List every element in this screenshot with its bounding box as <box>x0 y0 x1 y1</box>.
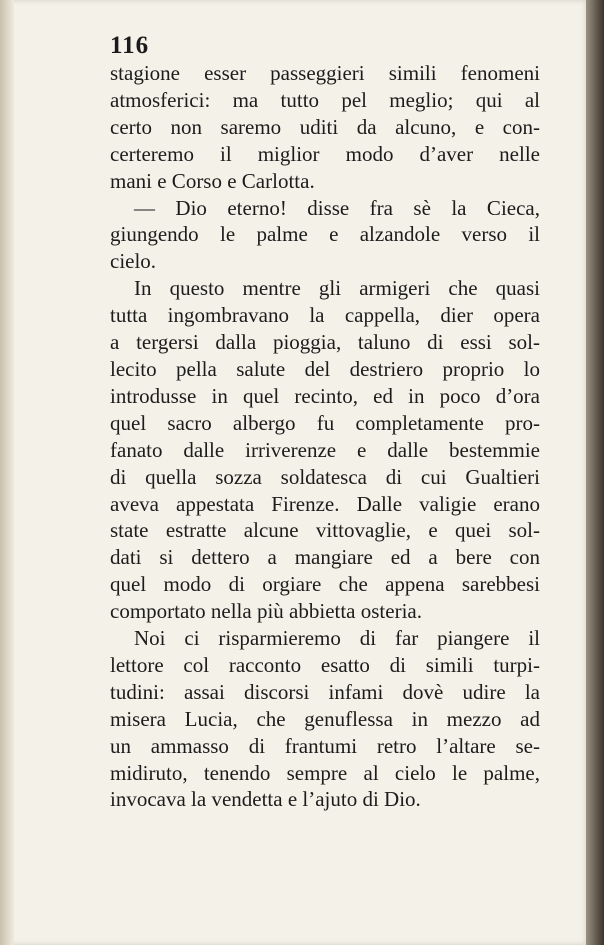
text-line: tutta ingombravano la cappella, dier opera <box>110 303 540 328</box>
text-line: fanato dalle irriverenze e dalle bestemmie <box>110 437 540 462</box>
text-line: mani e Corso e Carlotta. <box>110 168 315 193</box>
text-line: introdusse in quel recinto, ed in poco d’ora <box>110 383 540 408</box>
body-text <box>110 60 540 813</box>
page-number: 116 <box>110 32 150 59</box>
text-line: lettore col racconto esatto di simili turpi- <box>110 652 540 677</box>
text-line: midiruto, tenendo sempre al cielo le palme, <box>110 760 540 785</box>
text-line: lecito pella salute del destriero proprio lo <box>110 356 540 381</box>
text-line: invocava la vendetta e l’ajuto di Dio. <box>110 787 421 812</box>
text-line: cielo. <box>110 249 157 274</box>
text-line: Noi ci risparmieremo di far piangere il <box>134 626 540 651</box>
text-line: certo non saremo uditi da alcuno, e con- <box>110 114 540 139</box>
text-line: certeremo il miglior modo d’aver nelle <box>110 141 540 166</box>
text-line: di quella sozza soldatesca di cui Gualtieri <box>110 464 540 489</box>
text-line: stagione esser passeggieri simili fenomeni <box>110 61 540 85</box>
text-line: giungendo le palme e alzandole verso il <box>110 222 540 247</box>
page-edge-shadow <box>586 0 604 945</box>
text-line: un ammasso di frantumi retro l’altare se- <box>110 733 540 758</box>
text-line: In questo mentre gli armigeri che quasi <box>134 276 540 301</box>
text-line: tudini: assai discorsi infami dovè udire la <box>110 679 540 704</box>
text-line: quel sacro albergo fu completamente pro- <box>110 410 540 435</box>
text-line: — Dio eterno! disse fra sè la Cieca, <box>134 195 540 220</box>
text-line: state estratte alcune vittovaglie, e quei sol- <box>110 518 540 543</box>
binding-edge <box>0 0 14 945</box>
text-line: a tergersi dalla pioggia, taluno di essi sol- <box>110 330 540 355</box>
text-line: comportato nella più abbietta osteria. <box>110 599 422 624</box>
text-line: atmosferici: ma tutto pel meglio; qui al <box>110 87 540 112</box>
text-line: aveva appestata Firenze. Dalle valigie erano <box>110 491 540 516</box>
text-line: misera Lucia, che genuflessa in mezzo ad <box>110 706 540 731</box>
text-line: quel modo di orgiare che appena sarebbesi <box>110 572 540 597</box>
text-line: dati si dettero a mangiare ed a bere con <box>110 545 540 570</box>
